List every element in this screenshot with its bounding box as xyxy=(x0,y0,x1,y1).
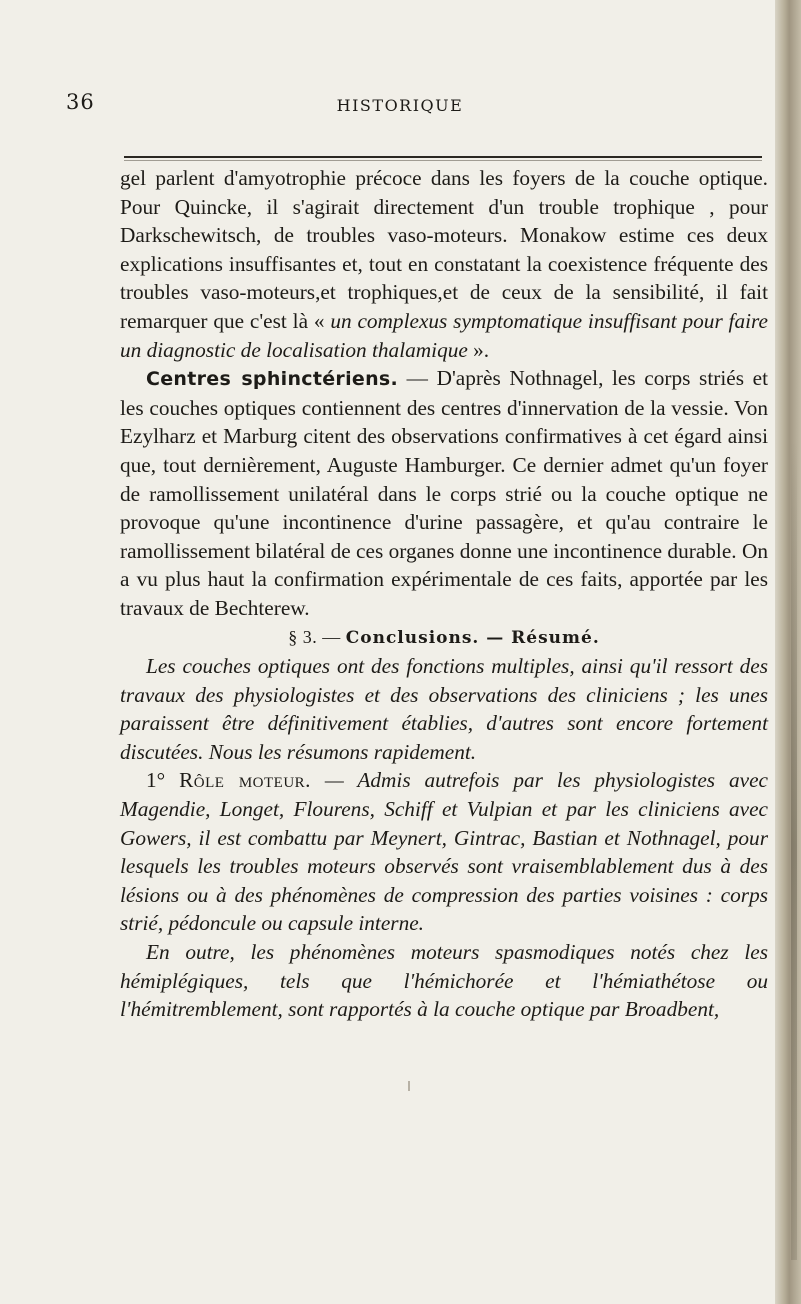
section-title: Conclusions. — Résumé. xyxy=(345,627,600,648)
body-text xyxy=(120,164,768,1024)
page-number: 36 xyxy=(66,90,95,114)
page-edge xyxy=(775,0,801,1304)
paragraph-spasmodic: En outre, les phénomènes moteurs spasmodiques notés chez les hémiplégiques, tels que l'hémichorée et l'hémiathétose ou l'hémitremblement, sont rapportés à la couche optique par Broadbent, xyxy=(120,940,768,1022)
paragraph-1: gel parlent d'amyotrophie précoce dans les foyers de la couche optique. Pour Quincke, il s'agirait directement d'un trouble trophique , pour Darkschewitsch, de troubles vaso-moteurs. Monakow estime ces deux explications insuffisantes et, tout en constatant la coexistence fréquente des troubles vaso-moteurs,et trophiques,et de ceux de la sensibilité, il fait remarquer que c'est là « un complexus symptomatique insuffisant pour faire un diagnostic de localisation thalamique ». xyxy=(120,166,768,362)
subheading-sphincter: Centres sphinctériens. xyxy=(146,368,399,391)
item-label: Rôle moteur. xyxy=(179,768,312,793)
paragraph-role-moteur: 1° Rôle moteur. — Admis autrefois par les physiologistes avec Magendie, Longet, Flourens, Schiff et Vulpian et par les cliniciens avec Gowers, il est combattu par Meynert, Gintrac, Bastian et Nothnagel, pour lesquels les troubles moteurs observés sont vraisemblablement dus à des lésions ou à des phénomènes de compression des parties voisines : corps strié, pédoncule ou capsule interne. xyxy=(120,768,768,936)
section-heading: § 3. — Conclusions. — Résumé. xyxy=(288,626,600,648)
header-rule-shadow xyxy=(124,160,762,161)
print-mark xyxy=(408,1081,410,1091)
page-edge-shadow xyxy=(791,440,797,1260)
quote-italic: un complexus symptomatique insuffisant pour faire un diagnostic de localisation thalamique xyxy=(120,308,768,362)
paragraph-sphincter: Centres sphinctériens. — D'après Nothnagel, les corps striés et les couches optiques contiennent des centres d'innervation de la vessie. Von Ezylharz et Marburg citent des observations confirmatives à cet égard ainsi que, tout dernièrement, Auguste Hamburger. Ce dernier admet qu'un foyer de ramollissement unilatéral dans le corps strié ou la couche optique ne provoque qu'une incontinence d'urine passagère, et qu'au contraire le ramollissement bilatéral de ces organes donne une incontinence durable. On a vu plus haut la confirmation expérimentale de ces faits, apportée par les travaux de Bechterew. xyxy=(120,366,768,620)
paragraph-summary: Les couches optiques ont des fonctions multiples, ainsi qu'il ressort des travaux des physiologistes et des observations des cliniciens ; les unes paraissent être définitivement établies, d'autres sont encore fortement discutées. Nous les résumons rapidement. xyxy=(120,654,768,764)
header-rule xyxy=(124,156,762,158)
running-title: HISTORIQUE xyxy=(336,96,464,115)
